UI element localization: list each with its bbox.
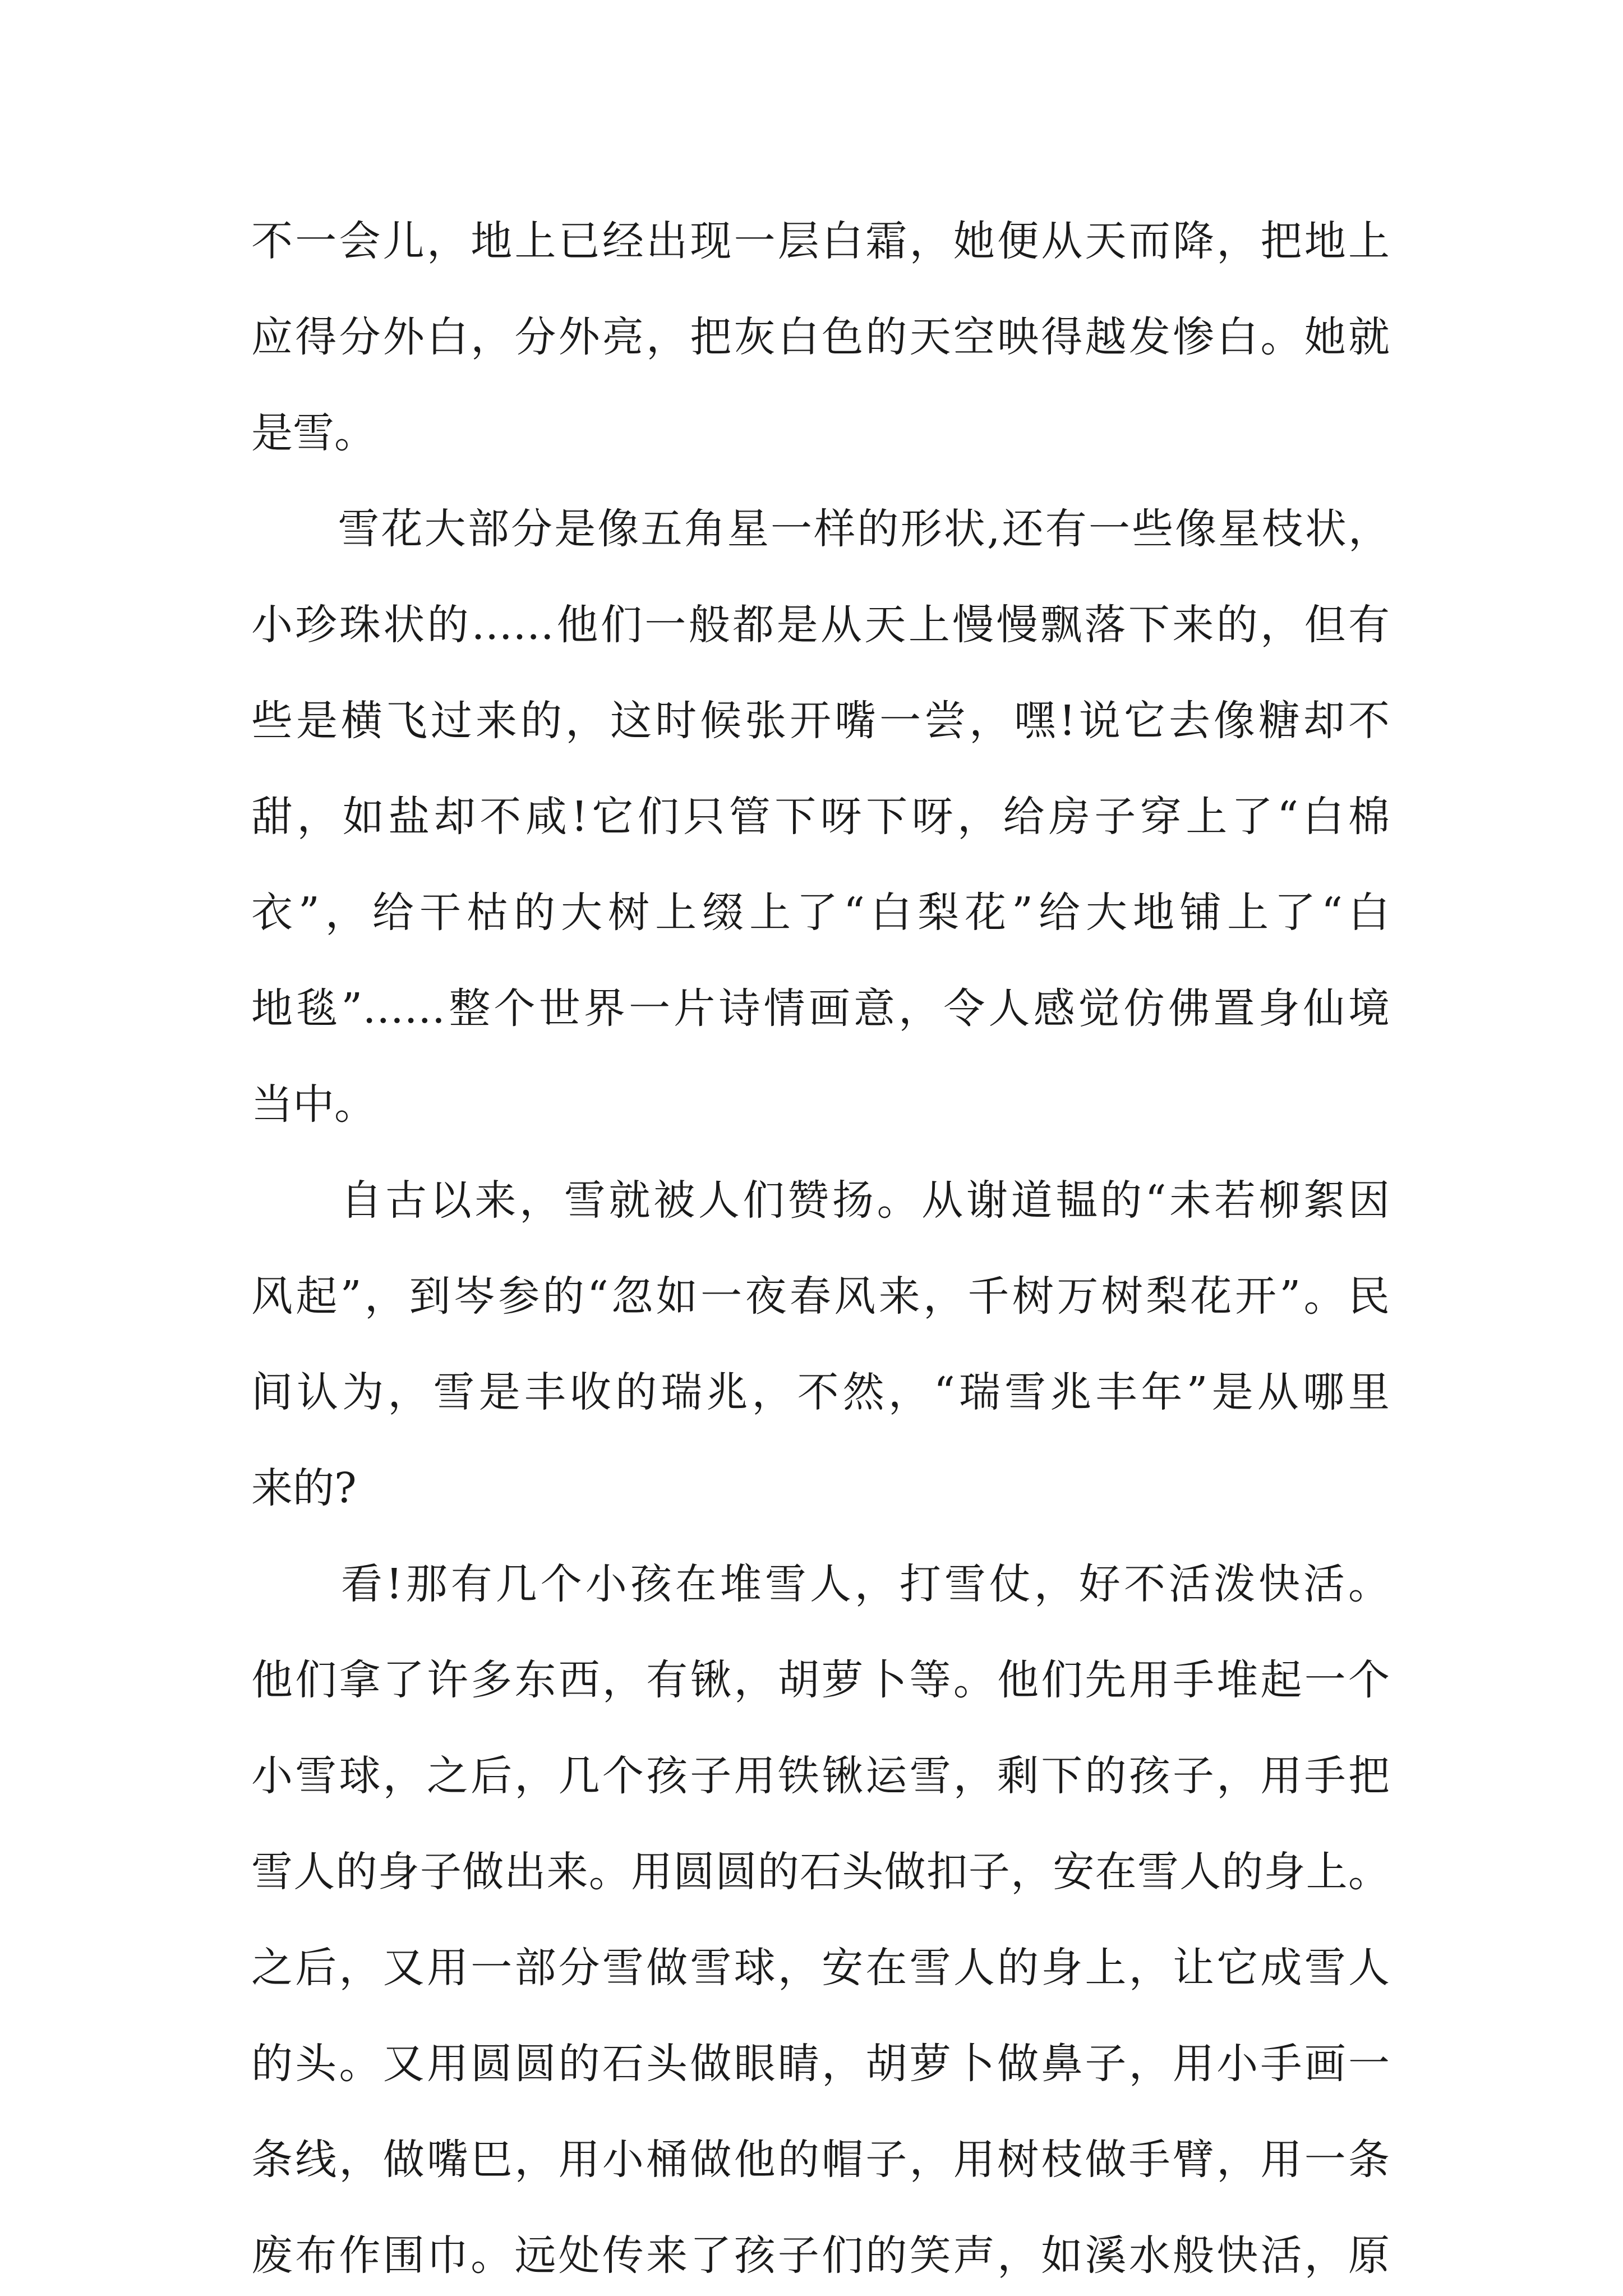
text-line: 衣”，给干枯的大树上缀上了“白梨花”给大地铺上了“白 bbox=[251, 889, 1390, 937]
text-line: 之后，又用一部分雪做雪球，安在雪人的身上，让它成雪人 bbox=[251, 1944, 1390, 1992]
text-line: 间认为，雪是丰收的瑞兆，不然，“瑞雪兆丰年”是从哪里 bbox=[251, 1368, 1390, 1416]
text-line: 地毯”……整个世界一片诗情画意，令人感觉仿佛置身仙境 bbox=[251, 984, 1390, 1033]
text-line: 来的? bbox=[251, 1464, 357, 1512]
text-line: 甜，如盐却不咸!它们只管下呀下呀，给房子穿上了“白棉 bbox=[251, 793, 1390, 841]
text-line: 小雪球，之后，几个孩子用铁锹运雪，剩下的孩子，用手把 bbox=[251, 1752, 1390, 1800]
text-line: 雪花大部分是像五角星一样的形状,还有一些像星枝状， bbox=[251, 505, 1390, 553]
text-line: 雪人的身子做出来。用圆圆的石头做扣子，安在雪人的身上。 bbox=[251, 1848, 1390, 1896]
text-line: 应得分外白，分外亮，把灰白色的天空映得越发惨白。她就 bbox=[251, 313, 1390, 361]
text-line: 条线，做嘴巴，用小桶做他的帽子，用树枝做手臂，用一条 bbox=[251, 2136, 1390, 2184]
text-line: 看!那有几个小孩在堆雪人，打雪仗，好不活泼快活。 bbox=[251, 1560, 1390, 1608]
text-line: 自古以来，雪就被人们赞扬。从谢道韫的“未若柳絮因 bbox=[251, 1176, 1390, 1225]
text-line: 不一会儿，地上已经出现一层白霜，她便从天而降，把地上 bbox=[251, 217, 1390, 265]
text-line: 他们拿了许多东西，有锹，胡萝卜等。他们先用手堆起一个 bbox=[251, 1656, 1390, 1704]
text-line: 当中。 bbox=[251, 1080, 376, 1129]
text-line: 是雪。 bbox=[251, 409, 376, 457]
text-line: 风起”，到岑参的“忽如一夜春风来，千树万树梨花开”。民 bbox=[251, 1272, 1390, 1320]
text-line: 小珍珠状的……他们一般都是从天上慢慢飘落下来的，但有 bbox=[251, 601, 1390, 649]
text-line: 的头。又用圆圆的石头做眼睛，胡萝卜做鼻子，用小手画一 bbox=[251, 2040, 1390, 2088]
text-line: 废布作围巾。远处传来了孩子们的笑声，如溪水般快活，原 bbox=[251, 2231, 1390, 2280]
text-line: 些是横飞过来的，这时候张开嘴一尝，嘿!说它去像糖却不 bbox=[251, 697, 1390, 745]
